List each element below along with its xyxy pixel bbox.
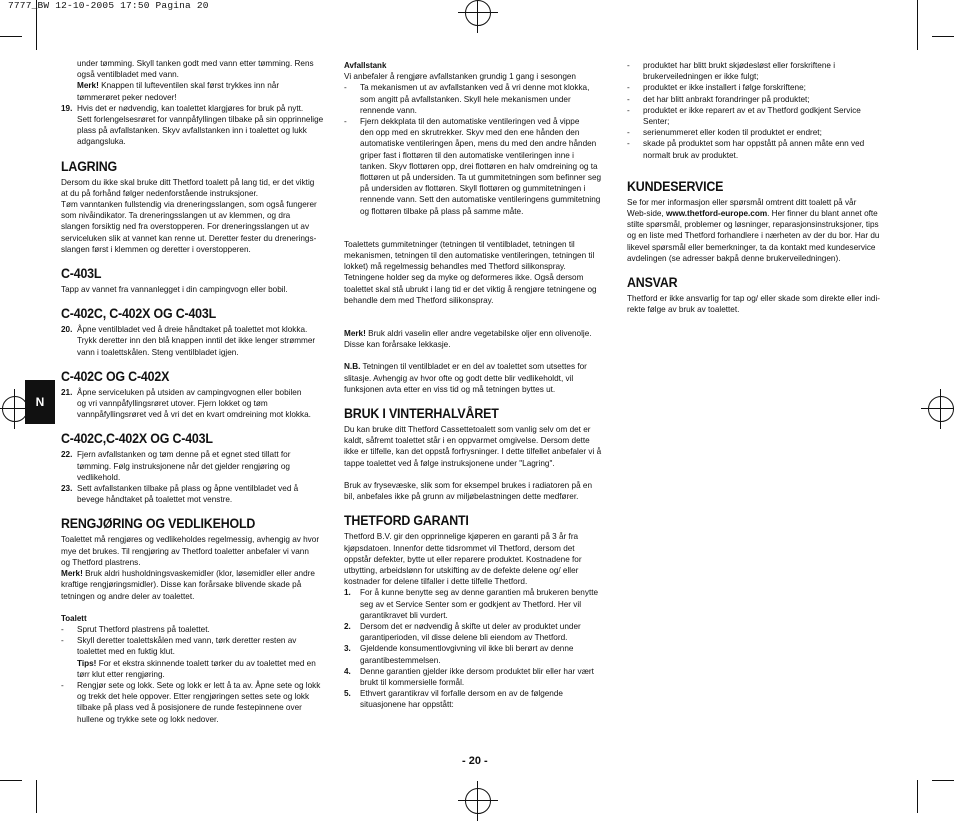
heading-vinter: BRUK I VINTERHALVÅRET bbox=[344, 406, 499, 422]
print-header: 7777_BW 12-10-2005 17:50 Pagina 20 bbox=[8, 0, 209, 11]
list-item: - skade på produktet som har oppstått på annen måte enn ved normalt bruk av produktet. bbox=[627, 139, 865, 160]
heading-rengjoring: RENGJØRING OG VEDLIKEHOLD bbox=[61, 516, 256, 532]
list-item: - det har blitt anbrakt forandringer på produktet; bbox=[627, 94, 810, 104]
heading-kundeservice: KUNDESERVICE bbox=[627, 178, 724, 194]
guarantee-item-3: 3. Gjeldende konsumentlovgivning vil ikke bli berørt av denne garantibestemmelsen. bbox=[344, 644, 574, 665]
crop-mark bbox=[36, 780, 37, 813]
list-item: - Fjern dekkplata til den automatiske ventileringen ved å vippe den opp med en skrutrekker. Skyv med den ene hånden den automatiske ventileringen åpen, mens du med den andre hånden griper fast i flottøren til den automatiske ventileringen inne i tanken. Skyv flottøren opp, drei flottøren en halv omdreining og ta flottøren ut på undersiden. Ta ut gummitetningen som befinner seg på undersiden av flottøren. Skyll flottøren og gummitetningen i rennende vann. Sett den automatiske ventileringens gummitetning og flottøren tilbake på plass på samme måte. bbox=[344, 117, 602, 216]
heading-c402c-c402x-c403l-2: C-402C,C-402X OG C-403L bbox=[61, 431, 213, 447]
step-19: 19. Hvis det er nødvendig, kan toalettet klargjøres for bruk på nytt. Sett forlengelsesrøret for vannpåfyllingen tilbake på sin opprinnelige plass på avfallstanken. Skyv avfallstanken inn i toalettet og lukk adgangsluka. bbox=[61, 103, 324, 147]
heading-lagring: LAGRING bbox=[61, 158, 117, 174]
registration-mark-icon bbox=[465, 788, 491, 814]
paragraph: under tømming. Skyll tanken godt med vann etter tømming. Rens også ventilbladet med vann. Merk! Knappen til lufteventilen skal først trykkes inn når tømmerøret peker nedover! bbox=[77, 59, 314, 102]
heading-c402c-c402x-c403l: C-402C, C-402X OG C-403L bbox=[61, 306, 217, 322]
heading-c403l: C-403L bbox=[61, 266, 102, 282]
crop-mark bbox=[932, 36, 954, 37]
heading-c402c-c402x: C-402C OG C-402X bbox=[61, 368, 170, 384]
guarantee-item-4: 4. Denne garantien gjelder ikke dersom produktet blir eller har vært brukt til kommersielle formål. bbox=[344, 666, 594, 687]
subheading-avfallstank: Avfallstank bbox=[344, 61, 387, 70]
heading-ansvar: ANSVAR bbox=[627, 275, 678, 291]
list-item: - produktet er ikke reparert av et av Thetford godkjent Service Senter; bbox=[627, 105, 861, 127]
crop-mark bbox=[917, 0, 918, 50]
list-item: - serienummeret eller koden til produktet er endret; bbox=[627, 128, 822, 138]
crop-mark bbox=[0, 36, 22, 37]
guarantee-item-1: 1. For å kunne benytte seg av denne garantien må brukeren benytte seg av et Service Senter som er godkjent av Thetford. Her vil garantikravet bli vurdert. bbox=[344, 588, 599, 620]
list-item: - Sprut Thetford plastrens på toalettet. bbox=[61, 624, 210, 634]
guarantee-item-2: 2. Dersom det er nødvendig å skifte ut deler av produktet under garantiperioden, vil disse delene bli eiendom av Thetford. bbox=[344, 621, 581, 643]
registration-mark-icon bbox=[465, 0, 491, 26]
guarantee-item-5: 5. Ethvert garantikrav vil forfalle dersom en av de følgende situasjonene har oppstått: bbox=[344, 689, 563, 710]
column-left: under tømming. Skyll tanken godt med vann etter tømming. Rens også ventilbladet med vann. Merk! Knappen til lufteventilen skal først trykkes inn når tømmerøret peker nedover! 19. Hvis det er nødvendig, kan toalettet klargjøres for bruk på nytt. Sett forlengelsesrøret for vannpåfyllingen tilbake på sin opprinnelige plass på avfallstanken. Skyv avfallstanken inn i toalettet og lukk adgangsluka. LAGRING Dersom du ikke skal bruke ditt Thetford toalett på lang tid, er det viktig at du på forhånd følger nedenforstående instruksjoner. Tøm vanntanken fullstendig via dreneringsslangen, som også fungerer som nivåindikator. Ta dreneringsslangen ut av klemmen, og dra slangen forsiktig ned fra overstopperen. For dreneringsslangen ut av serviceluken slik at vannet kan renne ut. Deretter fester du drenerings- slangen først i klemmen og deretter i overstopperen. C-403L Tapp av vannet fra vannanlegget i din campingvogn eller bobil. C-402C, C-402X OG C-403L 20. Åpne ventilbladet ved å dreie håndtaket på toalettet mot klokka. Trykk deretter inn den blå knappen inntil det ikke lenger strømmer vann i toalettskålen. Steng ventilbladet igjen. C-402C OG C-402X 21. Åpne serviceluken på utsiden av campingvognen eller bobilen og vri vannpåfyllingsrøret utover. Fjern lokket og tøm vannpåfyllingsrøret ved å vri det en kvart omdreining mot klokka. C-402C,C-402X OG C-403L 22. Fjern avfallstanken og tøm denne på et egnet sted tillatt for tømming. Følg instruksjonene når det gjelder rengjøring og vedlikehold. 23. Sett avfallstanken tilbake på plass og åpne ventilbladet ved å bevege håndtaket på toalettet mot venstre. RENGJØRING OG VEDLIKEHOLD Toalettet må rengjøres og vedlikeholdes regelmessig, avhengig av hvor mye det brukes. Til rengjøring av Thetford toaletter anbefaler vi vann og Thetford plastrens. Merk! Bruk aldri husholdningsvaskemidler (klor, løsemidler eller andre kraftige rengjøringsmidler). Disse kan forårsake blivende skade på tetningen og andre deler av toalettet. Toalett - Sprut Thetford plastrens på toalettet. - Skyll deretter toalettskålen med vann, tørk deretter resten av toalettet med en fuktig klut. Tips! For et ekstra skinnende toalett tørker du av toalettet med en tørr klut etter rengjøring. - Rengjør sete og lokk. Sete og lokk er lett å ta av. Åpne sete og lokk og trekk det hele oppover. Etter rengjøringen settes sete og lokk tilbake på plass ved å posisjonere de runde festepinnene over hullene og trykke sete og lokk nedover. bbox=[61, 58, 326, 725]
heading-garanti: THETFORD GARANTI bbox=[344, 513, 469, 529]
list-item: - produktet er ikke installert i følge forskriftene; bbox=[627, 83, 806, 93]
step-22: 22. Fjern avfallstanken og tøm denne på et egnet sted tillatt for tømming. Følg instruksjonene når det gjelder rengjøring og vedlikehold. bbox=[61, 450, 291, 482]
registration-mark-icon bbox=[928, 396, 954, 422]
column-middle: Avfallstank Vi anbefaler å rengjøre avfallstanken grundig 1 gang i sesongen - Ta mekanismen ut av avfallstanken ved å vri denne mot klokka, som angitt på avfallstanken. Skyll hele mekanismen under rennende vann. - Fjern dekkplata til den automatiske ventileringen ved å vippe den opp med en skrutrekker. Skyv med den ene hånden den automatiske ventileringen åpen, mens du med den andre hånden griper fast i flottøren til den automatiske ventileringen inne i tanken. Skyv flottøren opp, drei flottøren en halv omdreining og ta flottøren ut på undersiden. Ta ut gummitetningen som befinner seg på undersiden av flottøren. Skyll flottøren og gummitetningen i rennende vann. Sett den automatiske ventileringens gummitetning og flottøren tilbake på plass på samme måte. Toalettets gummitetninger (tetningen til ventilbladet, tetningen til mekanismen, tetningen til den automatiske ventileringen, tetningen til lokket) må regelmessig behandles med Thetford silikonspray. Tetningene holder seg da myke og deformeres ikke. Også dersom toalettet skal stå ubrukt i lang tid er det viktig å rengjøre tetningene og behandle dem med Thetford silikonspray. Merk! Bruk aldri vaselin eller andre vegetabilske oljer enn olivenolje. Disse kan forårsake lekkasje. N.B. Tetningen til ventilbladet er en del av toalettet som utsettes for slitasje. Avhengig av hvor ofte og godt dette blir vedlikeholdt, vil funksjonen avta etter en viss tid og må tetningen byttes ut. BRUK I VINTERHALVÅRET Du kan bruke ditt Thetford Cassettetoalett som vanlig selv om det er kaldt, såfremt toalettet står i en oppvarmet omgivelse. Dersom dette ikke er tilfelle, kan det oppstå forfrysninger. I dette tilfellet anbefaler vi å tappe toalettet ved å følge instruksjonene under "Lagring". Bruk av frysevæske, slik som for eksempel brukes i radiatoren på en bil, anbefales ikke på grunn av miljøbelastningen dette medfører. THETFORD GARANTI Thetford B.V. gir den opprinnelige kjøperen en garanti på 3 år fra kjøpsdatoen. Innenfor dette tidsrommet vil Thetford, dersom det oppstår defekter, bytte ut eller reparere produktet. Kostnadene for utbytting, arbeidslønn for utskifting av de defekte delene og/ eller kostnader for delene tilfaller i dette tilfelle Thetford. 1. For å kunne benytte seg av denne garantien må brukeren benytte seg av et Service Senter som er godkjent av Thetford. Her vil garantikravet bli vurdert. 2. Dersom det er nødvendig å skifte ut deler av produktet under garantiperioden, vil disse delene bli eiendom av Thetford. 3. Gjeldende konsumentlovgivning vil ikke bli berørt av denne garantibestemmelsen. 4. Denne garantien gjelder ikke dersom produktet blir eller har vært brukt til kommersielle formål. 5. Ethvert garantikrav vil forfalle dersom en av de følgende situasjonene har oppstått: bbox=[344, 60, 605, 711]
crop-mark bbox=[932, 780, 954, 781]
page-number: - 20 - bbox=[462, 755, 488, 767]
list-item: - Skyll deretter toalettskålen med vann, tørk deretter resten av toalettet med en fuktig klut. Tips! For et ekstra skinnende toalett tørker du av toalettet med en tørr klut etter rengjøring. bbox=[61, 636, 316, 679]
crop-mark bbox=[0, 780, 22, 781]
subheading-toalett: Toalett bbox=[61, 613, 87, 623]
list-item: - produktet har blitt brukt skjødesløst eller forskriftene i brukerveiledningen er ikke fulgt; bbox=[627, 61, 836, 82]
language-tab: N bbox=[25, 380, 55, 424]
crop-mark bbox=[917, 780, 918, 813]
step-20: 20. Åpne ventilbladet ved å dreie håndtaket på toalettet mot klokka. Trykk deretter inn den blå knappen inntil det ikke lenger strømmer vann i toalettskålen. Steng ventilbladet igjen. bbox=[61, 325, 316, 357]
step-23: 23. Sett avfallstanken tilbake på plass og åpne ventilbladet ved å bevege håndtaket på toalettet mot venstre. bbox=[61, 484, 299, 505]
list-item: - Rengjør sete og lokk. Sete og lokk er lett å ta av. Åpne sete og lokk og trekk det hele oppover. Etter rengjøringen settes sete og lokk tilbake på plass ved å posisjonere de runde festepinnene over hullene og trykke sete og lokk nedover. bbox=[61, 680, 321, 724]
step-21: 21. Åpne serviceluken på utsiden av campingvognen eller bobilen og vri vannpåfyllingsrøret utover. Fjern lokket og tøm vannpåfyllingsrøret ved å vri det en kvart omdreining mot klokka. bbox=[61, 387, 311, 420]
column-right: - produktet har blitt brukt skjødesløst eller forskriftene i brukerveiledningen er ikke fulgt; - produktet er ikke installert i følge forskriftene; - det har blitt anbrakt forandringer på produktet; - produktet er ikke reparert av et av Thetford godkjent Service Senter; - serienummeret eller koden til produktet er endret; - skade på produktet som har oppstått på annen måte enn ved normalt bruk av produktet. KUNDESERVICE Se for mer informasjon eller spørsmål omtrent ditt toalett på vår Web-side, www.thetford-europe.com. Her finner du blant annet ofte stilte spørsmål, problemer og løsninger, reparasjonsinstruksjoner, tips og en liste med Thetford forhandlere i nærheten av der du bor. Har du likevel spørsmål eller bemerkninger, ta da kontakt med kundeservice avdelingen (se adresser bakpå denne brukerveiledningen). ANSVAR Thetford er ikke ansvarlig for tap og/ eller skade som direkte eller indi- rekte følge av bruk av toalettet. bbox=[627, 60, 889, 315]
website-link[interactable]: www.thetford-europe.com bbox=[665, 209, 768, 219]
list-item: - Ta mekanismen ut av avfallstanken ved å vri denne mot klokka, som angitt på avfallstanken. Skyll hele mekanismen under rennende vann. bbox=[344, 83, 590, 115]
